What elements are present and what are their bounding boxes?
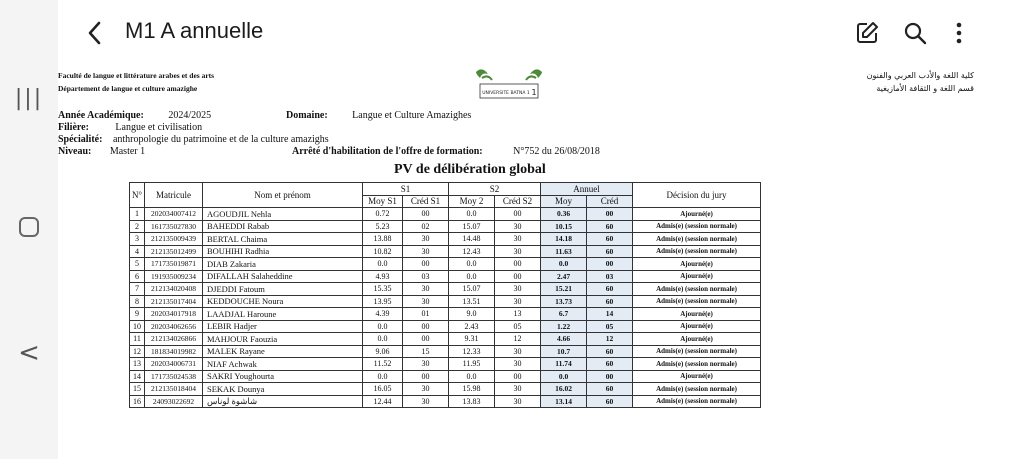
cell-moy-s2: 11.95	[449, 358, 495, 371]
cell-cred-annuel: 60	[587, 345, 633, 358]
cell-name: SAKRI Youghourta	[203, 370, 363, 383]
table-row	[130, 358, 761, 371]
cell-cred-s2: 30	[495, 345, 541, 358]
cell-cred-annuel: 60	[587, 383, 633, 396]
cell-no: 16	[130, 395, 145, 408]
cell-cred-s2: 00	[495, 270, 541, 283]
cell-name: BAHEDDI Rabab	[203, 220, 363, 233]
home-icon[interactable]	[14, 212, 44, 242]
col-header-nom: Nom et prénom	[203, 183, 363, 208]
cell-cred-s2: 30	[495, 383, 541, 396]
cell-no: 8	[130, 295, 145, 308]
cell-moy-s1: 4.93	[363, 270, 403, 283]
table-row	[130, 245, 761, 258]
cell-matricule: 212135009439	[145, 233, 203, 246]
cell-moy-s1: 9.06	[363, 345, 403, 358]
cell-cred-annuel: 60	[587, 220, 633, 233]
col-header-matricule: Matricule	[145, 183, 203, 208]
arrete-label: Arrêté d'habilitation de l'offre de formation:	[292, 146, 483, 157]
arrete-value: N°752 du 26/08/2018	[513, 146, 600, 157]
cell-matricule: 212135018404	[145, 383, 203, 396]
cell-decision: Admis(e) (session normale)	[633, 283, 761, 296]
col-header-moy-s2: Moy 2	[449, 195, 495, 208]
cell-cred-s2: 00	[495, 258, 541, 271]
cell-cred-annuel: 60	[587, 358, 633, 371]
cell-cred-annuel: 03	[587, 270, 633, 283]
cell-decision: Admis(e) (session normale)	[633, 358, 761, 371]
cell-moy-s1: 5.23	[363, 220, 403, 233]
cell-matricule: 212135012499	[145, 245, 203, 258]
cell-decision: Ajourné(e)	[633, 270, 761, 283]
cell-cred-annuel: 00	[587, 208, 633, 221]
cell-decision: Ajourné(e)	[633, 308, 761, 321]
cell-moy-annuel: 15.21	[541, 283, 587, 296]
cell-moy-s2: 14.48	[449, 233, 495, 246]
cell-cred-s2: 00	[495, 370, 541, 383]
cell-moy-annuel: 4.66	[541, 333, 587, 346]
col-header-moy: Moy	[541, 195, 587, 208]
specialite	[58, 134, 329, 146]
cell-moy-s1: 12.44	[363, 395, 403, 408]
col-header-cred-s1: Créd S1	[403, 195, 449, 208]
cell-no: 5	[130, 258, 145, 271]
cell-cred-s1: 30	[403, 283, 449, 296]
cell-moy-s2: 9.0	[449, 308, 495, 321]
cell-moy-s2: 0.0	[449, 270, 495, 283]
cell-cred-s1: 00	[403, 258, 449, 271]
cell-cred-s1: 03	[403, 270, 449, 283]
cell-matricule: 161735027830	[145, 220, 203, 233]
cell-cred-s1: 00	[403, 320, 449, 333]
more-vertical-icon	[946, 20, 972, 46]
cell-decision: Admis(e) (session normale)	[633, 345, 761, 358]
cell-moy-annuel: 10.15	[541, 220, 587, 233]
cell-name: DIAB Zakaria	[203, 258, 363, 271]
cell-moy-annuel: 11.74	[541, 358, 587, 371]
table-body	[130, 208, 761, 408]
table-row	[130, 258, 761, 271]
cell-moy-s1: 15.35	[363, 283, 403, 296]
cell-cred-s2: 30	[495, 233, 541, 246]
niveau-value: Master 1	[109, 146, 146, 157]
cell-name: شاشوة لوناس	[203, 395, 363, 408]
cell-cred-s1: 02	[403, 220, 449, 233]
cell-cred-annuel: 12	[587, 333, 633, 346]
cell-cred-annuel: 60	[587, 395, 633, 408]
cell-moy-annuel: 14.18	[541, 233, 587, 246]
cell-moy-annuel: 13.14	[541, 395, 587, 408]
table-row	[130, 345, 761, 358]
cell-matricule: 212135017404	[145, 295, 203, 308]
niveau-label: Niveau:	[58, 146, 92, 157]
cell-moy-s1: 4.39	[363, 308, 403, 321]
svg-text:UNIVERSITE BATNA 1: UNIVERSITE BATNA 1	[482, 91, 530, 96]
cell-matricule: 202034017918	[145, 308, 203, 321]
search-button[interactable]	[902, 20, 928, 46]
table-row	[130, 320, 761, 333]
cell-decision: Ajourné(e)	[633, 208, 761, 221]
cell-matricule: 24093022692	[145, 395, 203, 408]
cell-no: 13	[130, 358, 145, 371]
cell-cred-annuel: 05	[587, 320, 633, 333]
cell-matricule: 202034007412	[145, 208, 203, 221]
cell-cred-s2: 30	[495, 245, 541, 258]
cell-cred-s2: 05	[495, 320, 541, 333]
cell-name: AGOUDJIL Nehla	[203, 208, 363, 221]
cell-moy-s2: 9.31	[449, 333, 495, 346]
table-row	[130, 270, 761, 283]
cell-matricule: 212134026866	[145, 333, 203, 346]
cell-name: LEBIR Hadjer	[203, 320, 363, 333]
cell-name: BERTAL Chaima	[203, 233, 363, 246]
cell-moy-s2: 2.43	[449, 320, 495, 333]
cell-name: DJEDDI Fatoum	[203, 283, 363, 296]
cell-decision: Admis(e) (session normale)	[633, 233, 761, 246]
cell-cred-annuel: 14	[587, 308, 633, 321]
cell-moy-s2: 0.0	[449, 370, 495, 383]
table-row	[130, 283, 761, 296]
cell-name: DIFALLAH Salaheddine	[203, 270, 363, 283]
cell-cred-s1: 30	[403, 358, 449, 371]
cell-moy-annuel: 0.36	[541, 208, 587, 221]
cell-cred-annuel: 60	[587, 245, 633, 258]
cell-cred-s1: 30	[403, 233, 449, 246]
cell-matricule: 212134020408	[145, 283, 203, 296]
cell-cred-s1: 30	[403, 295, 449, 308]
cell-moy-s1: 10.82	[363, 245, 403, 258]
cell-moy-s2: 13.51	[449, 295, 495, 308]
cell-no: 3	[130, 233, 145, 246]
academic-year	[58, 110, 211, 122]
specialite-value: anthropologie du patrimoine et de la culture amazighs	[112, 134, 329, 145]
cell-moy-s1: 0.0	[363, 333, 403, 346]
pv-title: PV de délibération global	[394, 162, 546, 177]
cell-moy-s1: 11.52	[363, 358, 403, 371]
cell-name: LAADJAL Haroune	[203, 308, 363, 321]
cell-matricule: 171735024538	[145, 370, 203, 383]
cell-no: 1	[130, 208, 145, 221]
cell-decision: Ajourné(e)	[633, 320, 761, 333]
filiere-value: Langue et civilisation	[115, 122, 203, 133]
cell-moy-s2: 0.0	[449, 258, 495, 271]
system-back-icon[interactable]: <	[18, 338, 40, 368]
page-title: M1 A annuelle	[125, 18, 264, 43]
cell-matricule: 171735019871	[145, 258, 203, 271]
cell-decision: Ajourné(e)	[633, 333, 761, 346]
cell-moy-s2: 12.43	[449, 245, 495, 258]
cell-cred-s2: 30	[495, 295, 541, 308]
header-left	[58, 69, 214, 95]
table-row	[130, 333, 761, 346]
header-right-arabic	[867, 69, 974, 95]
cell-no: 12	[130, 345, 145, 358]
domain	[286, 110, 471, 122]
cell-moy-annuel: 1.22	[541, 320, 587, 333]
cell-cred-s1: 15	[403, 345, 449, 358]
table-row	[130, 370, 761, 383]
cell-moy-s2: 12.33	[449, 345, 495, 358]
faculty-name: Faculté de langue et littérature arabes et des arts	[58, 71, 215, 80]
svg-text:1: 1	[531, 88, 537, 97]
cell-cred-s2: 13	[495, 308, 541, 321]
cell-moy-s1: 0.0	[363, 320, 403, 333]
cell-name: MAHJOUR Faouzia	[203, 333, 363, 346]
cell-name: SEKAK Dounya	[203, 383, 363, 396]
cell-matricule: 191935009234	[145, 270, 203, 283]
cell-cred-annuel: 60	[587, 295, 633, 308]
col-header-cred: Créd	[587, 195, 633, 208]
cell-cred-s1: 30	[403, 383, 449, 396]
cell-moy-annuel: 16.02	[541, 383, 587, 396]
cell-cred-s2: 30	[495, 358, 541, 371]
cell-decision: Admis(e) (session normale)	[633, 220, 761, 233]
cell-no: 4	[130, 245, 145, 258]
cell-cred-s2: 30	[495, 395, 541, 408]
recent-apps-icon[interactable]: |||	[14, 86, 44, 111]
cell-moy-s1: 0.0	[363, 258, 403, 271]
cell-cred-s2: 12	[495, 333, 541, 346]
col-header-s2: S2	[449, 183, 541, 196]
niveau	[58, 146, 145, 158]
deliberation-table	[129, 182, 761, 408]
document-page[interactable]	[58, 64, 1024, 459]
col-header-moy-s1: Moy S1	[363, 195, 403, 208]
back-button[interactable]	[82, 18, 108, 48]
cell-cred-annuel: 60	[587, 233, 633, 246]
col-header-decision: Décision du jury	[633, 183, 761, 208]
system-nav-bar	[0, 0, 58, 459]
academic-year-label: Année Académique:	[58, 110, 144, 121]
cell-name: MALEK Rayane	[203, 345, 363, 358]
table-row	[130, 383, 761, 396]
table-header-row	[130, 183, 761, 196]
cell-matricule: 202034006731	[145, 358, 203, 371]
cell-decision: Admis(e) (session normale)	[633, 395, 761, 408]
cell-no: 11	[130, 333, 145, 346]
cell-moy-s2: 15.98	[449, 383, 495, 396]
specialite-label: Spécialité:	[58, 134, 103, 145]
faculty-name-arabic: كلية اللغة والأدب العربي والفنون	[866, 71, 974, 80]
cell-moy-annuel: 0.0	[541, 258, 587, 271]
cell-decision: Admis(e) (session normale)	[633, 245, 761, 258]
cell-moy-annuel: 2.47	[541, 270, 587, 283]
table-row	[130, 395, 761, 408]
domain-label: Domaine:	[286, 110, 328, 121]
cell-moy-s2: 13.83	[449, 395, 495, 408]
domain-value: Langue et Culture Amazighes	[352, 110, 472, 121]
edit-button[interactable]	[854, 20, 880, 46]
cell-no: 7	[130, 283, 145, 296]
cell-cred-annuel: 00	[587, 258, 633, 271]
table-row	[130, 208, 761, 221]
department-name-arabic: قسم اللغة و الثقافة الأمازيغية	[876, 84, 974, 93]
cell-cred-s2: 30	[495, 283, 541, 296]
cell-cred-s1: 00	[403, 208, 449, 221]
cell-moy-s2: 15.07	[449, 283, 495, 296]
edit-icon	[854, 20, 880, 46]
cell-cred-s1: 30	[403, 395, 449, 408]
cell-cred-s1: 01	[403, 308, 449, 321]
cell-moy-annuel: 13.73	[541, 295, 587, 308]
table-row	[130, 220, 761, 233]
cell-name: NIAF Achwak	[203, 358, 363, 371]
filiere	[58, 122, 202, 134]
cell-no: 6	[130, 270, 145, 283]
table-row	[130, 308, 761, 321]
cell-moy-annuel: 10.7	[541, 345, 587, 358]
cell-cred-s1: 00	[403, 333, 449, 346]
cell-name: KEDDOUCHE Noura	[203, 295, 363, 308]
col-header-annuel: Annuel	[541, 183, 633, 196]
cell-cred-s2: 00	[495, 208, 541, 221]
col-header-s1: S1	[363, 183, 449, 196]
cell-no: 2	[130, 220, 145, 233]
academic-year-value: 2024/2025	[168, 110, 212, 121]
cell-cred-annuel: 00	[587, 370, 633, 383]
cell-no: 9	[130, 308, 145, 321]
cell-matricule: 181834019982	[145, 345, 203, 358]
cell-cred-s1: 00	[403, 370, 449, 383]
cell-moy-s1: 16.05	[363, 383, 403, 396]
table-row	[130, 295, 761, 308]
cell-decision: Ajourné(e)	[633, 370, 761, 383]
cell-no: 14	[130, 370, 145, 383]
filiere-label: Filière:	[58, 122, 89, 133]
app-header	[58, 0, 1024, 64]
arrete	[292, 146, 600, 158]
cell-decision: Admis(e) (session normale)	[633, 295, 761, 308]
cell-moy-s1: 0.0	[363, 370, 403, 383]
col-header-cred-s2: Créd S2	[495, 195, 541, 208]
cell-matricule: 202034062656	[145, 320, 203, 333]
university-logo	[468, 64, 550, 102]
department-name: Département de langue et culture amazighe	[58, 84, 198, 93]
cell-decision: Ajourné(e)	[633, 258, 761, 271]
cell-moy-annuel: 11.63	[541, 245, 587, 258]
cell-cred-s1: 30	[403, 245, 449, 258]
more-options-button[interactable]	[946, 20, 972, 46]
table-row	[130, 233, 761, 246]
search-icon	[902, 20, 928, 46]
cell-moy-s1: 0.72	[363, 208, 403, 221]
cell-decision: Admis(e) (session normale)	[633, 383, 761, 396]
cell-no: 10	[130, 320, 145, 333]
cell-moy-s2: 0.0	[449, 208, 495, 221]
cell-moy-s1: 13.95	[363, 295, 403, 308]
cell-moy-annuel: 6.7	[541, 308, 587, 321]
cell-cred-s2: 30	[495, 220, 541, 233]
cell-moy-s1: 13.88	[363, 233, 403, 246]
chevron-left-icon	[82, 18, 108, 48]
cell-moy-annuel: 0.0	[541, 370, 587, 383]
cell-cred-annuel: 60	[587, 283, 633, 296]
cell-no: 15	[130, 383, 145, 396]
cell-name: BOUHIHI Radhia	[203, 245, 363, 258]
col-header-no: N°	[130, 183, 145, 208]
cell-moy-s2: 15.07	[449, 220, 495, 233]
